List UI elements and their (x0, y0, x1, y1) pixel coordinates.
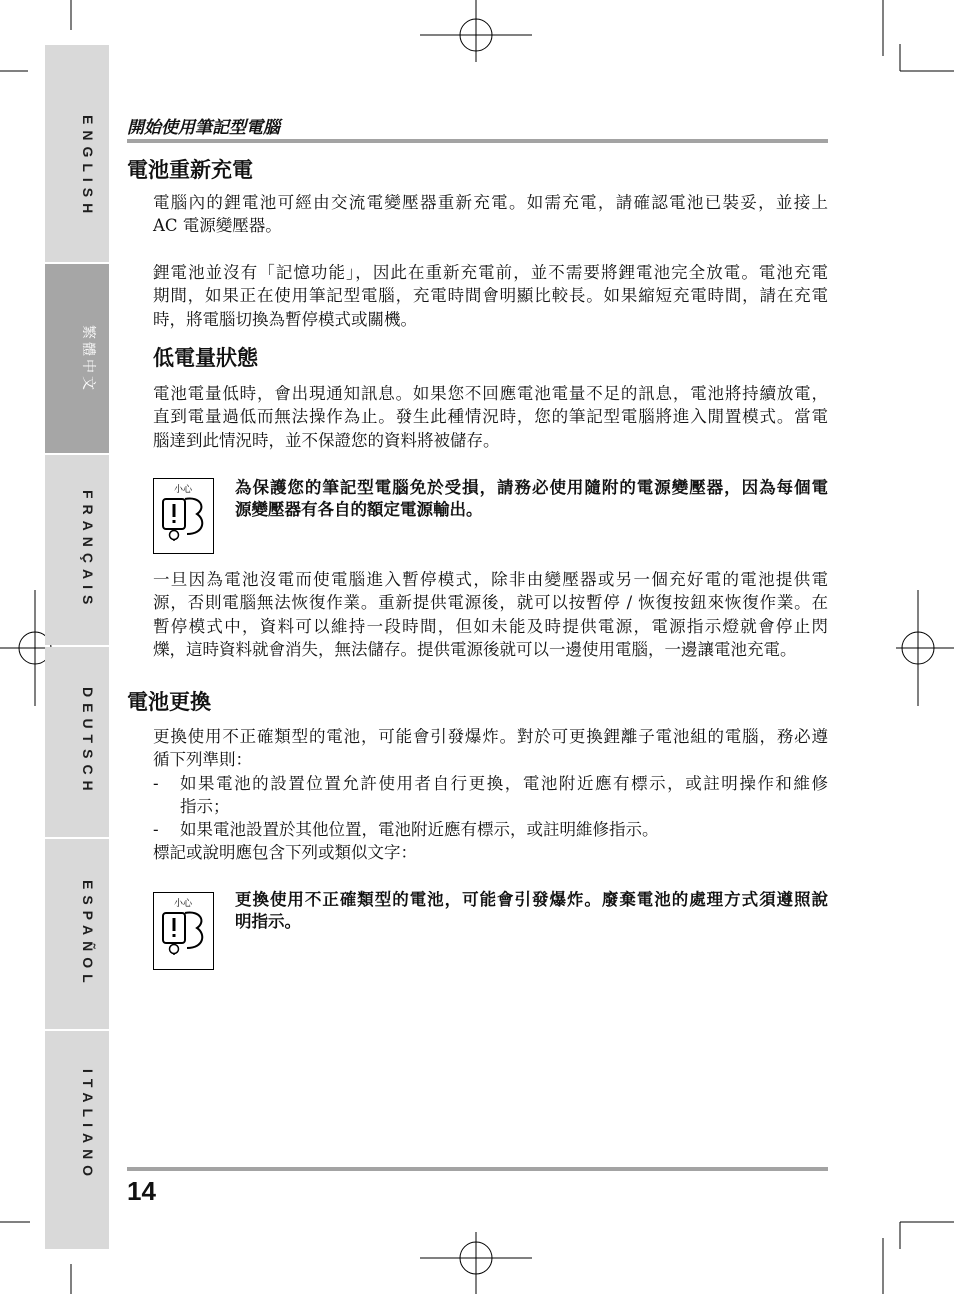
paragraph (153, 841, 828, 864)
text-line: 直到電量過低而無法操作為止。發生此種情況時，您的筆記型電腦將進入閒置模式。當電 (153, 407, 828, 427)
text-line: 爍，這時資料就會消失，無法儲存。提供電源後就可以一邊使用電腦，一邊讓電池充電。 (153, 639, 797, 659)
text-line: 時，將電腦切換為暫停模式或關機。 (153, 309, 417, 329)
text-line: 電池電量低時，會出現通知訊息。如果您不回應電池電量不足的訊息，電池將持續放電， (153, 384, 828, 403)
text-line: 為保護您的筆記型電腦免於受損，請務必使用隨附的電源變壓器，因為每個電 (235, 478, 828, 497)
language-tab-traditional-chinese (45, 264, 109, 453)
list-item (153, 818, 828, 841)
text-line: 鋰電池並沒有「記憶功能」，因此在重新充電前，並不需要將鋰電池完全放電。電池充電 (153, 263, 828, 282)
registration-mark-bottom (420, 1232, 532, 1294)
caution-icon (153, 892, 214, 970)
language-tab-french (45, 455, 109, 645)
language-tab-italian (45, 1031, 109, 1249)
registration-mark-right (896, 590, 954, 706)
text-line: 期間，如果正在使用筆記型電腦，充電時間會明顯比較長。如果縮短充電時間，請在充電 (153, 286, 828, 306)
language-tab-label: ESPAÑOL (80, 879, 96, 989)
crop-mark-bottom-right (883, 1222, 954, 1294)
running-title: 開始使用筆記型電腦 (127, 118, 280, 138)
language-tab-label: ENGLISH (80, 114, 96, 220)
page-number: 14 (127, 1176, 156, 1206)
language-tab-spanish (45, 839, 109, 1029)
paragraph (153, 261, 828, 331)
list-item-text (180, 818, 828, 841)
text-line: 源，否則電腦無法恢復作業。重新提供電源後，就可以按暫停 / 恢復按鈕來恢復作業。在 (153, 593, 828, 613)
text-line: 更換使用不正確類型的電池，可能會引發爆炸。對於可更換鋰離子電池組的電腦，務必遵 (153, 727, 828, 746)
footer-rule (127, 1167, 828, 1171)
subsection-heading-low-battery: 低電量狀態 (153, 346, 258, 370)
paragraph (153, 568, 828, 661)
section-heading-battery-replacement: 電池更換 (127, 690, 211, 714)
section-heading-battery-recharge: 電池重新充電 (127, 158, 253, 182)
text-line: 腦達到此情況時，並不保證您的資料將被儲存。 (153, 430, 500, 450)
list-item-text (180, 772, 828, 819)
text-line: AC 電源變壓器。 (153, 216, 282, 236)
paragraph (153, 725, 828, 772)
language-tab-label: DEUTSCH (80, 687, 96, 797)
language-tab-label: ITALIANO (80, 1069, 96, 1183)
caution-text (235, 889, 828, 933)
text-line: 如果電池設置於其他位置，電池附近應有標示，或註明維修指示。 (180, 820, 659, 839)
language-tab-label: FRANÇAIS (80, 489, 96, 611)
caution-icon-label: 小心 (173, 899, 193, 909)
text-line: 如果電池的設置位置允許使用者自行更換，電池附近應有標示，或註明操作和維修 (180, 774, 828, 793)
text-line: 指示； (180, 797, 230, 817)
paragraph (153, 191, 828, 238)
registration-mark-top (420, 0, 532, 62)
text-line: 一旦因為電池沒電而使電腦進入暫停模式，除非由變壓器或另一個充好電的電池提供電 (153, 570, 828, 589)
crop-mark-top-right (883, 0, 954, 71)
text-line: 明指示。 (235, 912, 301, 931)
language-tab-english (45, 45, 109, 262)
caution-icon (153, 478, 214, 554)
text-line: 暫停模式中，資料可以維持一段時間，但如未能及時提供電源，電源指示燈就會停止閃 (153, 616, 828, 636)
list-bullet: - (153, 774, 159, 793)
text-line: 更換使用不正確類型的電池，可能會引發爆炸。廢棄電池的處理方式須遵照說 (235, 890, 828, 909)
text-line: 電腦內的鋰電池可經由交流電變壓器重新充電。如需充電，請確認電池已裝妥，並接上 (153, 193, 828, 212)
text-line: 源變壓器有各自的額定電源輸出。 (235, 500, 483, 519)
text-line: 標記或說明應包含下列或類似文字： (153, 843, 417, 862)
caution-text (235, 477, 828, 521)
language-tab-label: 繁體中文 (80, 324, 96, 393)
language-tab-german (45, 647, 109, 837)
list-bullet: - (153, 820, 159, 839)
list-item (153, 772, 828, 819)
caution-icon-label: 小心 (173, 485, 193, 495)
header-rule (127, 139, 828, 143)
paragraph (153, 382, 828, 452)
text-line: 循下列準則： (153, 750, 252, 770)
